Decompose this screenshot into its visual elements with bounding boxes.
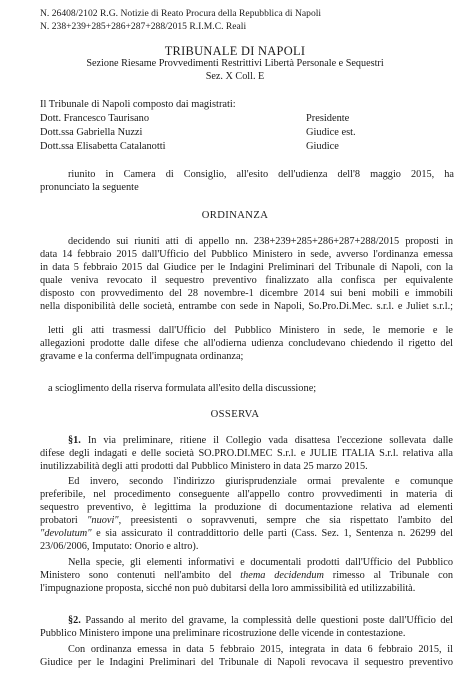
judge-role: Presidente — [306, 113, 350, 124]
section-1-marker: §1. — [68, 435, 81, 446]
section-1: §1. In via preliminare, ritiene il Collegio vada disattesa l'eccezione sollevata dalle difese degli indagati e delle società SO.PRO.DI.MEC S.r.l. e JULIE ITALIA S.r.l. relativa alla inutilizzabilità degli atti prodotti dal Pubblico Ministero in data 25 marzo 2015. — [40, 435, 453, 473]
judge-name: Dott.ssa Gabriella Nuzzi — [40, 127, 143, 138]
section-1-p2: Ed invero, secondo l'indirizzo giurisprudenziale ormai prevalente e comunque preferibile, nel procedimento conseguente all'appello contro provvedimenti in materia di sequestro preventivo, è legittima la produzione di documentazione relativa ad elementi probatori "nuovi", preesistenti o sopravvenuti, sempre che sia rispettato l'ambito del "devolutum" e sia assicurato il contraddittorio delle parti (Cass. Sez. 1, Sentenza n. 26299 del 23/06/2006, Imputato: Onorio e altro). — [40, 476, 453, 553]
case-number-line-2: N. 238+239+285+286+287+288/2015 R.I.M.C. Reali — [40, 21, 247, 32]
court-title: TRIBUNALE DI NAPOLI — [164, 44, 306, 58]
court-subtitle: Sezione Riesame Provvedimenti Restrittivi Libertà Personale e Sequestri — [86, 58, 384, 69]
judge-role: Giudice — [306, 141, 339, 152]
section-1-p3: Nella specie, gli elementi informativi e documentali prodotti dall'Ufficio del Pubblico Ministero sono contenuti nell'ambito del thema decidendum rimesso al Tribunale con l'impugnazione proposta, sicché non può dubitarsi della loro ammissibilità ed utilizzabilità. — [40, 557, 453, 595]
section-2-p2: Con ordinanza emessa in data 5 febbraio 2015, integrata in data 6 febbraio 2015, il Giudice per le Indagini Preliminari del Tribunale di Napoli revocava il sequestro preventivo — [40, 644, 453, 669]
meeting-line: pronunciato la seguente — [40, 182, 139, 193]
section-2-marker: §2. — [68, 615, 81, 626]
judge-role: Giudice est. — [306, 127, 356, 138]
composition-intro: Il Tribunale di Napoli composto dai magistrati: — [40, 99, 236, 110]
osserva-heading: OSSERVA — [210, 409, 260, 420]
case-number-line-1: N. 26408/2102 R.G. Notizie di Reato Procura della Repubblica di Napoli — [40, 8, 322, 19]
paragraph-deciding: decidendo sui riuniti atti di appello nn. 238+239+285+286+287+288/2015 proposti in data 14 febbraio 2015 dall'Ufficio del Pubblico Ministero in sede, avverso l'ordinanza emessa in data 5 febbraio 2015 dal Giudice per le Indagini Preliminari del Tribunale di Napoli, con la quale veniva revocato il sequestro preventivo finalizzato alla confisca per equivalente disposto con provvedimento del 28 novembre-1 dicembre 2014 sui beni mobili e immobili nella disponibilità delle società, entrambe con sede in Napoli, So.Pro.Di.Mec. s.r.l. e Juliet s.r.l.; — [40, 236, 453, 313]
section-2: §2. Passando al merito del gravame, la complessità delle questioni poste dall'Ufficio del Pubblico Ministero impone una preliminare ricostruzione delle vicende in contestazione. — [40, 615, 453, 640]
judge-name: Dott. Francesco Taurisano — [40, 113, 150, 124]
paragraph-read: letti gli atti trasmessi dall'Ufficio del Pubblico Ministero in sede, le memorie e le allegazioni prodotte dalle difese che all'odierna udienza concludevano chiedendo il rigetto del gravame e la conferma dell'impugnata ordinanza; — [40, 325, 453, 363]
ordinanza-heading: ORDINANZA — [201, 210, 269, 221]
paragraph-reserve: a scioglimento della riserva formulata all'esito della discussione; — [48, 383, 317, 394]
court-section: Sez. X Coll. E — [205, 71, 265, 82]
judge-name: Dott.ssa Elisabetta Catalanotti — [40, 141, 166, 152]
meeting-line: riunito in Camera di Consiglio, all'esito dell'udienza dell'8 maggio 2015, ha — [68, 169, 454, 180]
